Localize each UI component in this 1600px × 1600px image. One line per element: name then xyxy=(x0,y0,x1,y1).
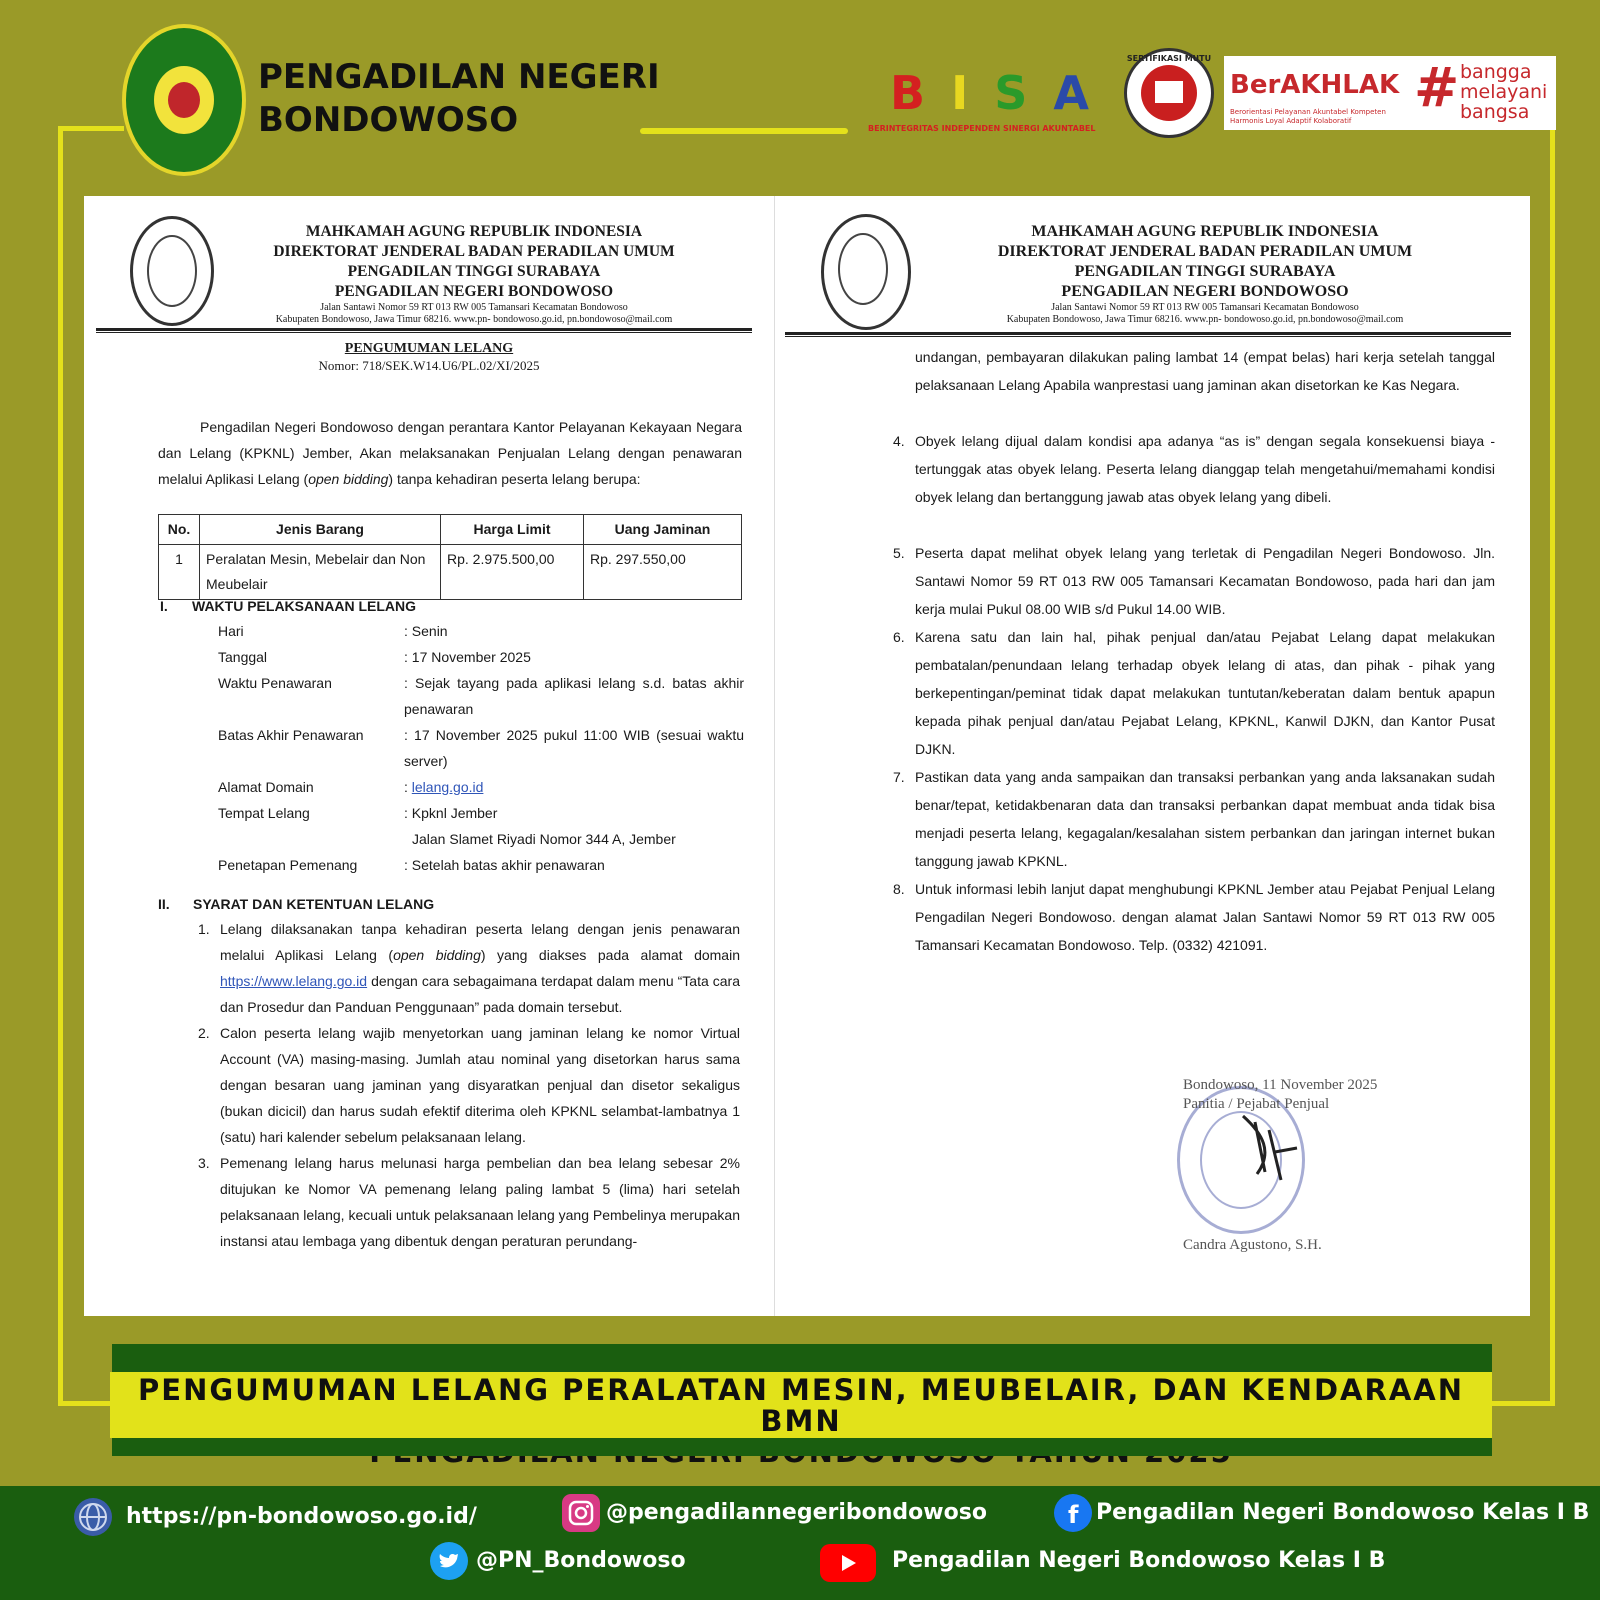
terms-item-1 xyxy=(198,916,740,1020)
frame-line-right xyxy=(1550,130,1555,1406)
domain-link[interactable]: lelang.go.id xyxy=(411,779,484,795)
item-number: 3. xyxy=(198,1155,210,1171)
item-number: 5. xyxy=(893,545,905,561)
letterhead xyxy=(925,222,1485,326)
letterhead-line2: DIREKTORAT JENDERAL BADAN PERADILAN UMUM xyxy=(997,243,1413,260)
bisa-logo xyxy=(890,66,1115,120)
document-page-2 xyxy=(774,196,1531,1316)
letterhead-line4: PENGADILAN NEGERI BONDOWOSO xyxy=(334,283,614,300)
banner-line1: PENGUMUMAN LELANG PERALATAN MESIN, MEUBELAIR, DAN KENDARAAN BMN xyxy=(138,1373,1464,1438)
court-seal-icon xyxy=(821,214,911,330)
item-text: Obyek lelang dijual dalam kondisi apa adanya “as is” dengan segala konsekuensi biaya - tertunggak atas obyek lelang. Peserta lelang dianggap telah mengetahui/memahami kondisi obyek lelang dan bertanggung jawab atas obyek lelang yang dibeli. xyxy=(915,433,1495,505)
letterhead-address2: Kabupaten Bondowoso, Jawa Timur 68216. www.pn- bondowoso.go.id, pn.bondowoso@mail.com xyxy=(1006,314,1404,325)
hashtag-icon: # xyxy=(1414,56,1460,119)
schedule-label: Penetapan Pemenang xyxy=(218,857,358,873)
column-header-item: Jenis Barang xyxy=(200,515,441,545)
schedule-label: Tanggal xyxy=(218,649,268,665)
signature-name: Candra Agustono, S.H. xyxy=(1183,1237,1322,1253)
announcement-number: Nomor: 718/SEK.W14.U6/PL.02/XI/2025 xyxy=(318,358,540,373)
instagram-icon xyxy=(562,1494,600,1532)
berakhlak-logo xyxy=(1224,56,1556,130)
slogan-word-1: bangga xyxy=(1460,61,1532,83)
item-emphasis: open bidding xyxy=(393,947,481,963)
signature-place-date: Bondowoso, 11 November 2025 xyxy=(1183,1077,1378,1093)
letterhead-rule xyxy=(785,332,1511,337)
cell-deposit: Rp. 297.550,00 xyxy=(584,545,742,600)
item-text: Lelang dilaksanakan tanpa kehadiran peserta lelang dengan jenis penawaran melalui Aplikasi Lelang ( xyxy=(220,921,740,963)
certification-label: SERTIFIKASI MUTU xyxy=(1126,54,1212,63)
letterhead-line4: PENGADILAN NEGERI BONDOWOSO xyxy=(1061,283,1349,300)
schedule-value: : Setelah batas akhir penawaran xyxy=(404,857,605,873)
terms-item-7 xyxy=(893,763,1495,875)
twitter-icon xyxy=(430,1542,468,1580)
twitter-link[interactable]: @PN_Bondowoso xyxy=(476,1548,686,1573)
schedule-label: Alamat Domain xyxy=(218,779,314,795)
site-title-line2: BONDOWOSO xyxy=(258,100,519,140)
cell-limit: Rp. 2.975.500,00 xyxy=(441,545,584,600)
letterhead-line2: DIREKTORAT JENDERAL BADAN PERADILAN UMUM xyxy=(273,243,675,260)
item-text: dengan cara sebagaimana terdapat dalam menu “Tata cara dan Prosedur dan Panduan Penggunaan” pada domain tersebut. xyxy=(220,973,740,1015)
item-text: Pastikan data yang anda sampaikan dan transaksi perbankan yang anda laksanakan sudah benar/tepat, ketidakbenaran data dan transaksi perbankan dapat membuat anda tidak bisa menjadi peserta lelang, kegagalan/kesalahan sistem perbankan dan jaringan internet bukan tanggung jawab KPKNL. xyxy=(915,769,1495,869)
section1-title: WAKTU PELAKSANAAN LELANG xyxy=(192,598,416,614)
intro-emphasis: open bidding xyxy=(308,471,389,487)
section2-number: II. xyxy=(158,896,170,912)
schedule-value xyxy=(404,774,744,800)
cell-item: Peralatan Mesin, Mebelair dan Non Meubelair xyxy=(200,545,441,600)
terms-item-6 xyxy=(893,623,1495,763)
letterhead-address1: Jalan Santawi Nomor 59 RT 013 RW 005 Tamansari Kecamatan Bondowoso xyxy=(1051,302,1359,313)
terms-item-2 xyxy=(198,1020,740,1150)
item-text: Pemenang lelang harus melunasi harga pembelian dan bea lelang sebesar 2% ditujukan ke Nomor VA pemenang lelang paling lambat 5 (lima) hari setelah pelaksanaan lelang, kecuali untuk pelaksanaan lelang yang Pembelinya merupakan instansi atau lembaga yang dibentuk dengan peraturan perundang- xyxy=(220,1155,740,1249)
schedule-label: Tempat Lelang xyxy=(218,805,310,821)
signature-mark xyxy=(1223,1104,1323,1184)
bisa-letter-b: B xyxy=(890,66,952,120)
section1-number: I. xyxy=(160,598,168,614)
footer xyxy=(0,1486,1600,1600)
lelang-link[interactable]: https://www.lelang.go.id xyxy=(220,973,368,989)
place-name: : Kpknl Jember xyxy=(404,805,498,821)
facebook-link[interactable]: Pengadilan Negeri Bondowoso Kelas I B xyxy=(1096,1500,1590,1525)
site-title xyxy=(258,56,660,142)
signature-role: Panitia / Pejabat Penjual xyxy=(1183,1096,1330,1112)
globe-icon xyxy=(74,1498,112,1536)
item-text: Untuk informasi lebih lanjut dapat menghubungi KPKNL Jember atau Pejabat Penjual Lelang Pengadilan Negeri Bondowoso. dengan alamat Jalan Santawi Nomor 59 RT 013 RW 005 Tamansari Kecamatan Bondowoso. Telp. (0332) 421091. xyxy=(915,881,1495,953)
intro-text-end: ) tanpa kehadiran peserta lelang berupa: xyxy=(388,471,641,487)
terms-item-3 xyxy=(198,1150,740,1254)
facebook-icon xyxy=(1054,1494,1092,1532)
announcement-title: PENGUMUMAN LELANG xyxy=(344,341,514,356)
cell-no: 1 xyxy=(159,545,200,600)
schedule-value: : Sejak tayang pada aplikasi lelang s.d. batas akhir penawaran xyxy=(404,675,744,717)
youtube-link[interactable]: Pengadilan Negeri Bondowoso Kelas I B xyxy=(892,1548,1386,1573)
berakhlak-slogan xyxy=(1460,62,1547,122)
berakhlak-title: BerAKHLAK xyxy=(1230,70,1400,100)
terms-item-5 xyxy=(893,539,1495,623)
terms-item-3-continued: undangan, pembayaran dilakukan paling lambat 14 (empat belas) hari kerja setelah tanggal pelaksanaan Lelang Apabila wanprestasi uang jaminan akan disetorkan ke Kas Negara. xyxy=(915,349,1495,393)
bisa-letter-a: A xyxy=(1053,66,1115,120)
item-number: 2. xyxy=(198,1025,210,1041)
auction-items-table xyxy=(158,514,742,600)
item-number: 7. xyxy=(893,769,905,785)
table-header-row xyxy=(159,515,742,545)
frame-line-left xyxy=(58,126,63,1406)
schedule-value: : 17 November 2025 xyxy=(404,649,531,665)
svg-text:f: f xyxy=(1068,1501,1079,1529)
schedule-value: : 17 November 2025 pukul 11:00 WIB (sesuai waktu server) xyxy=(404,727,744,769)
site-title-line1: PENGADILAN NEGERI xyxy=(258,57,660,97)
letterhead-line1: MAHKAMAH AGUNG REPUBLIK INDONESIA xyxy=(1031,223,1379,240)
frame-line-top-left xyxy=(58,126,124,131)
item-text: Peserta dapat melihat obyek lelang yang terletak di Pengadilan Negeri Bondowoso. Jln. Santawi Nomor 59 RT 013 RW 005 Tamansari Kecamatan Bondowoso, pada hari dan jam kerja mulai Pukul 08.00 WIB s/d Pukul 14.00 WIB. xyxy=(915,545,1495,617)
table-row xyxy=(159,545,742,600)
frame-line-top-middle xyxy=(640,128,848,134)
item-text: Calon peserta lelang wajib menyetorkan uang jaminan lelang ke nomor Virtual Account (VA) masing-masing. Jumlah atau nominal yang disetorkan harus sama dengan besaran uang jaminan yang disyaratkan penjual dan disetor sekaligus (bukan dicicil) dan harus sudah efektif diterima oleh KPKNL selambat-lambatnya 1 (satu) hari kalender sebelum pelaksanaan lelang. xyxy=(220,1025,740,1145)
document-page-1 xyxy=(84,196,774,1316)
frame-line-bottom-right xyxy=(1492,1401,1555,1406)
item-number: 4. xyxy=(893,433,905,449)
title-banner xyxy=(110,1372,1492,1438)
slogan-word-3: bangsa xyxy=(1460,101,1530,123)
schedule-label: Waktu Penawaran xyxy=(218,675,332,691)
item-number: 1. xyxy=(198,921,210,937)
slogan-word-2: melayani xyxy=(1460,81,1548,103)
column-header-limit: Harga Limit xyxy=(441,515,584,545)
intro-paragraph xyxy=(158,414,742,492)
berakhlak-tagline: Berorientasi Pelayanan Akuntabel Kompeten Harmonis Loyal Adaptif Kolaboratif xyxy=(1230,108,1386,125)
place-address: Jalan Slamet Riyadi Nomor 344 A, Jember xyxy=(412,831,676,847)
instagram-link[interactable]: @pengadilannegeribondowoso xyxy=(606,1500,987,1525)
column-header-deposit: Uang Jaminan xyxy=(584,515,742,545)
announcement-document xyxy=(84,196,1530,1316)
letterhead-line3: PENGADILAN TINGGI SURABAYA xyxy=(1074,263,1336,280)
banner-bottom-strip xyxy=(112,1438,1492,1456)
item-text: Karena satu dan lain hal, pihak penjual dan/atau Pejabat Lelang dapat melakukan pembatalan/penundaan lelang terhadap obyek lelang di atas, dan pihak - pihak yang berkepentingan/peminat tidak dapat melakukan tuntutan/keberatan dalam bentuk apapun kepada pihak penjual dan/atau Pejabat Lelang, KPKNL, Kanwil DJKN, dan Kantor Pusat DJKN. xyxy=(915,629,1495,757)
website-link[interactable]: https://pn-bondowoso.go.id/ xyxy=(126,1504,477,1529)
letterhead xyxy=(224,222,724,326)
banner-top-strip xyxy=(112,1344,1492,1372)
court-logo xyxy=(122,24,246,176)
bisa-letter-i: I xyxy=(951,66,995,120)
section2-title: SYARAT DAN KETENTUAN LELANG xyxy=(193,896,435,912)
column-header-no: No. xyxy=(159,515,200,545)
item-text: ) yang diakses pada alamat domain xyxy=(480,947,740,963)
terms-item-4 xyxy=(893,427,1495,511)
schedule-label: Hari xyxy=(218,623,244,639)
frame-line-bottom-left xyxy=(58,1401,112,1406)
domain-prefix: : xyxy=(404,779,412,795)
schedule-value xyxy=(404,800,744,852)
bisa-letter-s: S xyxy=(994,66,1054,120)
letterhead-line1: MAHKAMAH AGUNG REPUBLIK INDONESIA xyxy=(305,223,643,240)
letterhead-rule xyxy=(96,328,752,333)
letterhead-address1: Jalan Santawi Nomor 59 RT 013 RW 005 Tamansari Kecamatan Bondowoso xyxy=(320,302,628,313)
court-seal-icon xyxy=(130,216,214,326)
item-number: 8. xyxy=(893,881,905,897)
youtube-icon xyxy=(820,1544,876,1582)
terms-item-8 xyxy=(893,875,1495,959)
letterhead-address2: Kabupaten Bondowoso, Jawa Timur 68216. www.pn- bondowoso.go.id, pn.bondowoso@mail.com xyxy=(275,314,673,325)
schedule-label: Batas Akhir Penawaran xyxy=(218,727,364,743)
letterhead-line3: PENGADILAN TINGGI SURABAYA xyxy=(347,263,601,280)
item-number: 6. xyxy=(893,629,905,645)
intro-text: Pengadilan Negeri Bondowoso dengan perantara Kantor Pelayanan Kekayaan Negara dan Lelang (KPKNL) Jember, Akan melaksanakan Penjualan Lelang dengan penawaran melalui Aplikasi Lelang ( xyxy=(158,419,742,487)
schedule-value: : Senin xyxy=(404,623,448,639)
bisa-tagline: BERINTEGRITAS INDEPENDEN SINERGI AKUNTABEL xyxy=(868,124,1096,133)
